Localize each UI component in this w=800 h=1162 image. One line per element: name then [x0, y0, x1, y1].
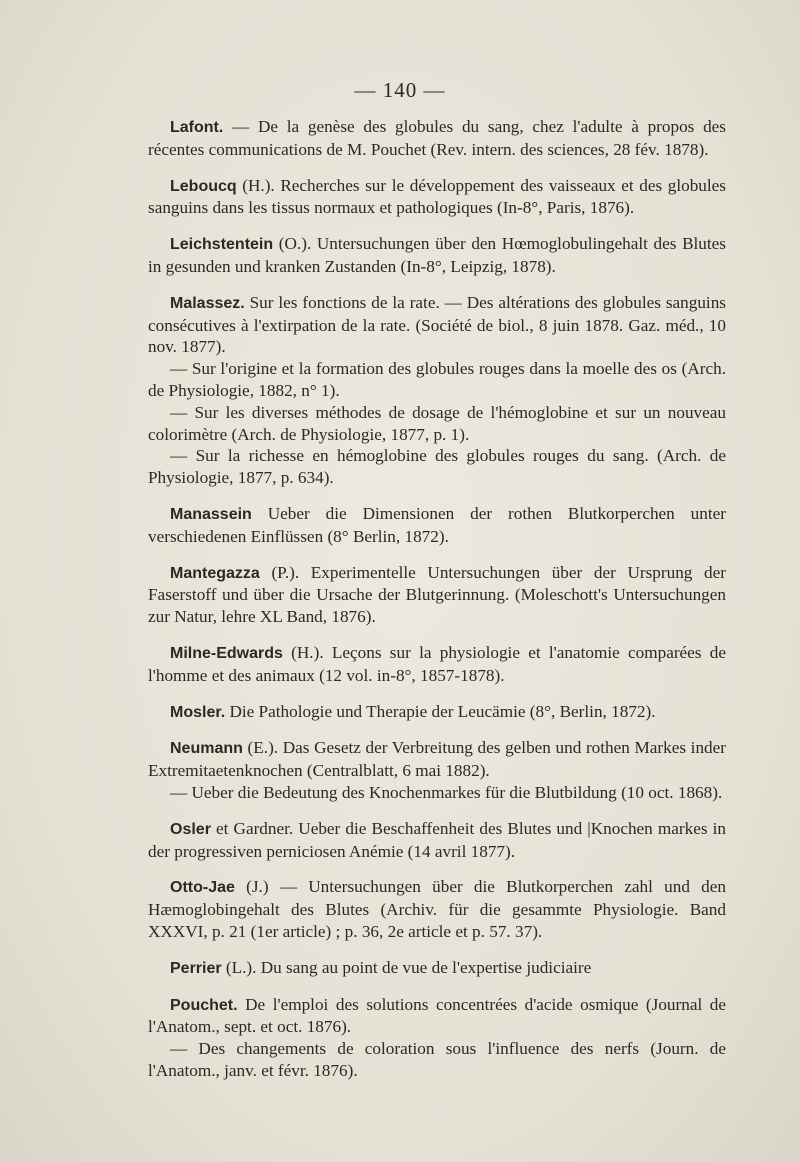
entry-text: Ueber die Dimensionen der rothen Blutkorperchen unter verschiedenen Einflüssen (8° Berlin, 1872).	[148, 503, 726, 546]
entry-author: Otto-Jae	[170, 879, 235, 897]
bibliography-entry	[148, 562, 726, 628]
bibliography-entry	[148, 701, 726, 724]
bibliography-entry	[148, 292, 726, 489]
entry-author: Milne-Edwards	[170, 644, 283, 662]
bibliography-entry	[148, 175, 726, 220]
entry-text: — De la genèse des globules du sang, chez l'adulte à propos des récentes communications de M. Pouchet (Rev. intern. des sciences, 28 fév. 1878).	[148, 117, 726, 159]
entry-author: Leichstentein	[170, 236, 274, 254]
entry-continuation: — Sur la richesse en hémoglobine des globules rouges du sang. (Arch. de Physiologie, 1877, p. 634).	[148, 446, 726, 488]
entry-author: Perrier	[170, 959, 222, 977]
entry-text: (P.). Experimentelle Untersuchungen über der Ursprung der Faserstoff und über die Ursache der Blutgerinnung. (Moleschott's Untersuchungen zur Natur, lehre XL Band, 1876).	[148, 562, 726, 627]
entry-continuation: — Des changements de coloration sous l'influence des nerfs (Journ. de l'Anatom., janv. et févr. 1876).	[148, 1039, 726, 1080]
entry-text: (J.) — Untersuchungen über die Blutkorperchen zahl und den Hæmoglobingehalt des Blutes (Archiv. für die gesammte Physiologie. Band XXXVI, p. 21 (1er article) ; p. 36, 2e article et p. 57. 37).	[148, 877, 726, 941]
page-number: — 140 —	[354, 78, 446, 102]
bibliography-entry	[148, 233, 726, 278]
entry-author: Leboucq	[170, 177, 237, 195]
entry-text: (E.). Das Gesetz der Verbreitung des gelben und rothen Markes inder Extremitaetenknochen (Centralblatt, 6 mai 1882).	[148, 738, 726, 781]
entry-continuation: — Sur l'origine et la formation des globules rouges dans la moelle des os (Arch. de Physiologie, 1882, n° 1).	[148, 359, 726, 400]
entry-author: Pouchet.	[170, 996, 238, 1014]
entry-author: Mosler.	[170, 703, 226, 721]
bibliography-entry	[148, 503, 726, 548]
entry-continuation: — Ueber die Bedeutung des Knochenmarkes für die Blutbildung (10 oct. 1868).	[170, 782, 723, 802]
entry-text: et Gardner. Ueber die Beschaffenheit des Blutes und |Knochen markes in der progressiven perniciosen Anémie (14 avril 1877).	[148, 818, 726, 861]
bibliography-list	[148, 116, 726, 1096]
bibliography-entry	[148, 642, 726, 687]
entry-author: Malassez.	[170, 294, 245, 312]
entry-continuation: — Sur les diverses méthodes de dosage de l'hémoglobine et sur un nouveau colorimètre (Arch. de Physiologie, 1877, p. 1).	[148, 402, 726, 444]
bibliography-entry	[148, 737, 726, 803]
entry-text: (L.). Du sang au point de vue de l'expertise judiciaire	[221, 957, 592, 977]
entry-text: De l'emploi des solutions concentrées d'acide osmique (Journal de l'Anatom., sept. et oct. 1876).	[148, 994, 726, 1037]
entry-text: (H.). Leçons sur la physiologie et l'anatomie comparées de l'homme et des animaux (12 vol. in-8°, 1857-1878).	[148, 642, 726, 685]
entry-author: Neumann	[170, 740, 243, 758]
entry-text: Sur les fonctions de la rate. — Des altérations des globules sanguins consécutives à l'extirpation de la rate. (Société de biol., 8 juin 1878. Gaz. méd., 10 nov. 1877).	[148, 292, 726, 357]
entry-text: Die Pathologie und Therapie der Leucämie (8°, Berlin, 1872).	[225, 701, 656, 721]
bibliography-entry	[148, 876, 726, 942]
entry-author: Mantegazza	[170, 564, 260, 582]
bibliography-entry	[148, 994, 726, 1082]
entry-text: (H.). Recherches sur le développement des vaisseaux et des globules sanguins dans les tissus normaux et pathologiques (In-8°, Paris, 1876).	[148, 175, 726, 218]
entry-author: Manassein	[170, 505, 252, 523]
entry-text: (O.). Untersuchungen über den Hœmoglobulingehalt des Blutes in gesunden und kranken Zustanden (In-8°, Leipzig, 1878).	[148, 234, 726, 276]
bibliography-entry	[148, 957, 726, 980]
bibliography-entry	[148, 818, 726, 863]
entry-author: Osler	[170, 820, 211, 838]
entry-author: Lafont.	[170, 119, 224, 136]
bibliography-entry	[148, 116, 726, 161]
